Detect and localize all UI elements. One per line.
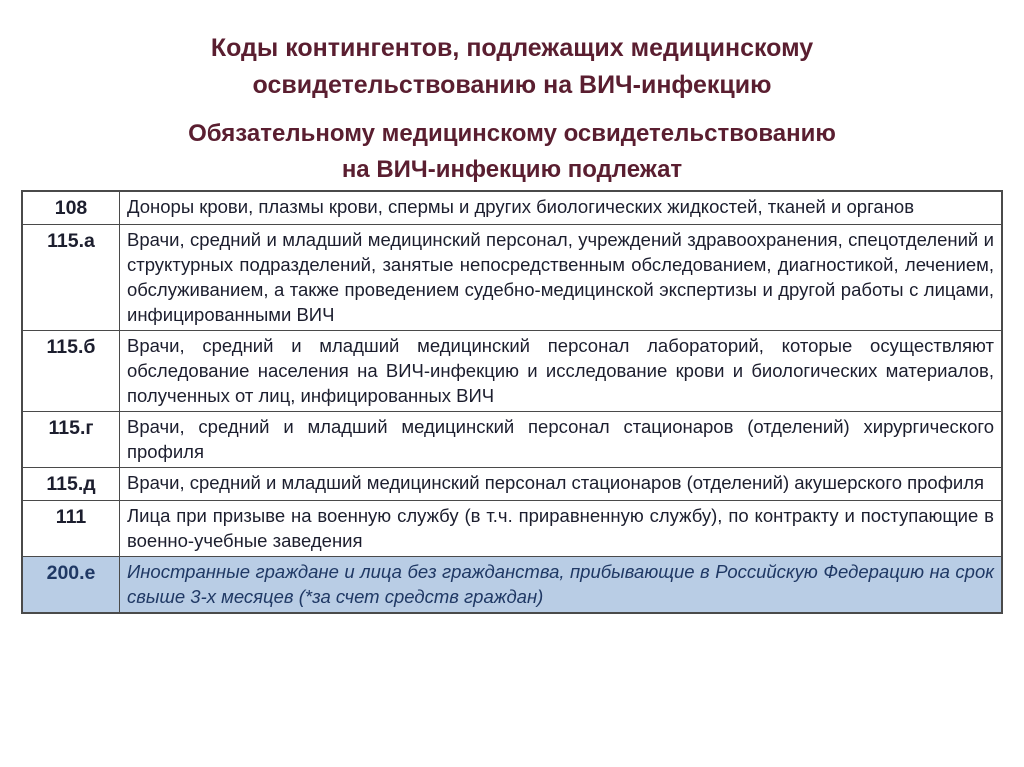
contingent-code: 115.г	[22, 412, 120, 468]
table-row	[22, 191, 1002, 225]
contingent-code: 108	[22, 191, 120, 225]
contingent-description: Врачи, средний и младший медицинский персонал стационаров (отделений) хирургического профиля	[120, 412, 1003, 468]
contingent-description: Врачи, средний и младший медицинский персонал, учреждений здравоохранения, спецотделений и структурных подразделений, занятые непосредственным обследованием, диагностикой, лечением, обслуживанием, а также проведением судебно-медицинской экспертизы и другой работы с лицами, инфицированными ВИЧ	[120, 225, 1003, 331]
contingent-description: Врачи, средний и младший медицинский персонал стационаров (отделений) акушерского профиля	[120, 468, 1003, 501]
page-subtitle-line-2: на ВИЧ-инфекцию подлежат	[341, 156, 683, 183]
contingent-code: 115.д	[22, 468, 120, 501]
contingent-codes-table	[21, 190, 1003, 614]
table-row	[22, 468, 1002, 501]
page-subtitle-line-1: Обязательному медицинскому освидетельствованию	[188, 120, 836, 147]
contingent-code: 200.е	[22, 557, 120, 614]
contingent-description: Лица при призыве на военную службу (в т.ч. приравненную службу), по контракту и поступающие в военно-учебные заведения	[120, 501, 1003, 557]
contingent-description: Иностранные граждане и лица без гражданства, прибывающие в Российскую Федерацию на срок свыше 3-х месяцев (*за счет средств граждан)	[120, 557, 1003, 614]
contingent-description: Доноры крови, плазмы крови, спермы и других биологических жидкостей, тканей и органов	[120, 191, 1003, 225]
table-row	[22, 331, 1002, 412]
table-row-highlighted	[22, 557, 1002, 614]
page-title	[0, 30, 1024, 104]
table-row	[22, 412, 1002, 468]
contingent-description: Врачи, средний и младший медицинский персонал лабораторий, которые осуществляют обследование населения на ВИЧ-инфекцию и исследование крови и биологических материалов, полученных от лиц, инфицированных ВИЧ	[120, 331, 1003, 412]
page-title-line-1: Коды контингентов, подлежащих медицинскому	[210, 34, 814, 62]
contingent-code: 115.а	[22, 225, 120, 331]
page-title-line-2: освидетельствованию на ВИЧ-инфекцию	[252, 71, 772, 99]
contingent-code: 115.б	[22, 331, 120, 412]
contingent-code: 111	[22, 501, 120, 557]
page-subtitle	[0, 116, 1024, 188]
table-row	[22, 501, 1002, 557]
table-row	[22, 225, 1002, 331]
